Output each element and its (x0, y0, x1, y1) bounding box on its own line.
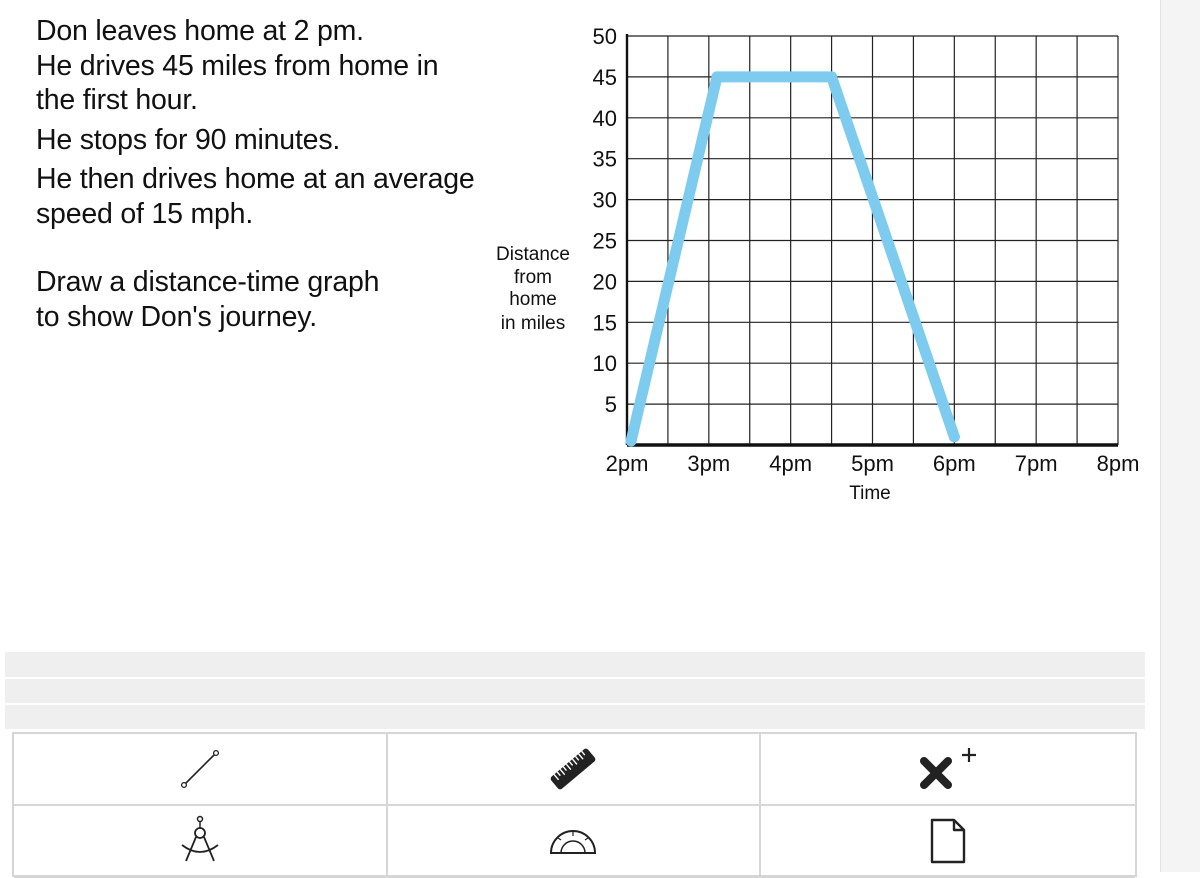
question-line: to show Don's journey. (36, 300, 317, 333)
protractor-icon (548, 823, 598, 859)
line-tool-button[interactable] (14, 734, 388, 806)
y-axis-title-line: Distance (496, 244, 570, 265)
panel-band (5, 705, 1145, 729)
journey-line-series-0 (631, 77, 954, 441)
question-line: Draw a distance-time graph (36, 266, 380, 298)
panel-band (5, 652, 1145, 677)
ruler-tool-button[interactable] (388, 734, 762, 806)
y-tick-label: 10 (592, 351, 617, 377)
y-tick-label: 30 (592, 187, 617, 213)
plot-point-icon (918, 747, 978, 791)
y-tick-label: 35 (592, 146, 617, 172)
question-line: the first hour. (36, 84, 198, 116)
x-tick-label: 5pm (851, 451, 894, 476)
question-line: He stops for 90 minutes. (36, 123, 341, 156)
ruler-icon (547, 743, 599, 795)
y-tick-label: 15 (592, 310, 617, 336)
y-axis-title-line: from (514, 267, 552, 288)
right-scroll-strip (1160, 0, 1200, 872)
compass-icon (178, 815, 222, 867)
question-line: speed of 15 mph. (36, 197, 254, 230)
journey-line-point (626, 435, 637, 446)
compass-tool-button[interactable] (14, 806, 388, 878)
x-tick-label: 6pm (932, 451, 976, 476)
y-tick-label: 20 (592, 269, 617, 295)
x-tick-label: 8pm (1096, 451, 1140, 476)
journey-line-point (712, 71, 723, 82)
y-axis-title-line: in miles (500, 313, 566, 334)
y-tick-label: 45 (592, 64, 617, 90)
protractor-tool-button[interactable] (388, 806, 762, 878)
plot-point-tool-button[interactable] (761, 734, 1135, 806)
y-tick-label: 25 (592, 228, 617, 254)
blank-page-icon (928, 817, 968, 865)
y-tick-label: 50 (592, 24, 617, 49)
question-line: He drives 45 miles from home in (36, 49, 439, 82)
y-tick-label: 5 (604, 392, 617, 418)
x-axis-title: Time (849, 483, 891, 504)
new-page-tool-button[interactable] (761, 806, 1135, 878)
y-tick-label: 40 (592, 105, 617, 131)
line-segment-icon (178, 747, 222, 791)
x-tick-label: 3pm (687, 451, 731, 476)
x-tick-label: 4pm (769, 451, 813, 476)
journey-line-point (826, 71, 837, 82)
panel-band (5, 679, 1145, 703)
x-tick-label: 7pm (1014, 451, 1058, 476)
journey-line-point (949, 431, 960, 442)
drawing-toolbar (12, 732, 1137, 877)
question-line: Don leaves home at 2 pm. (36, 15, 364, 47)
y-axis-title-line: home (509, 289, 557, 310)
question-line: He then drives home at an average (36, 163, 475, 195)
x-tick-label: 2pm (605, 451, 649, 476)
